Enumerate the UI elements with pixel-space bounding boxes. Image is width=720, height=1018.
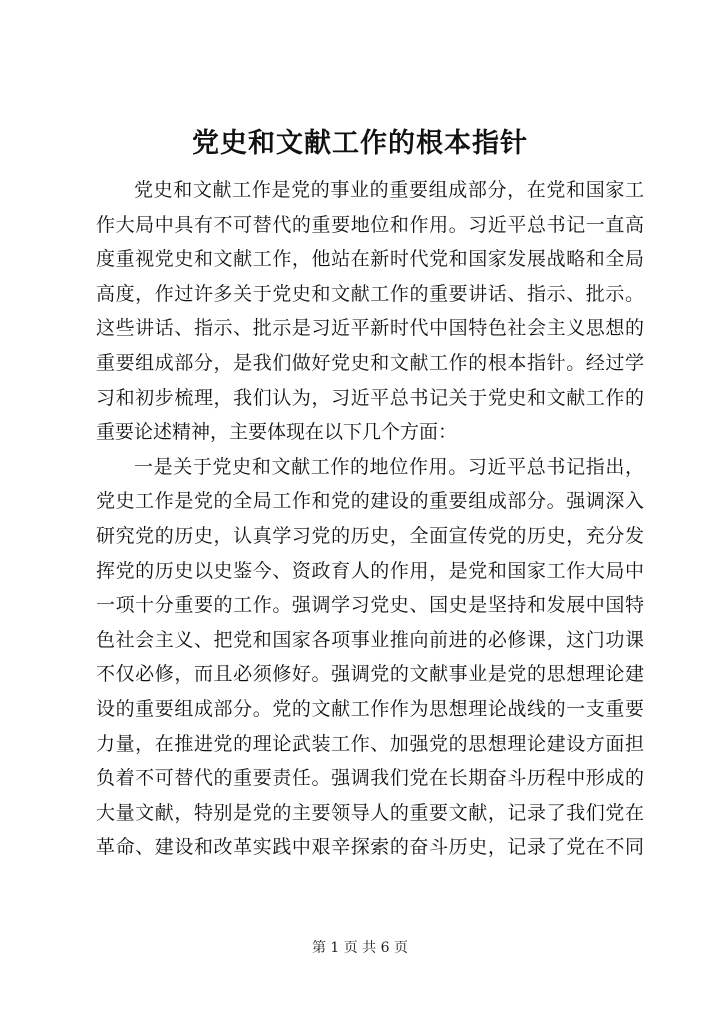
paragraph-line: 重要论述精神，主要体现在以下几个方面： xyxy=(96,421,458,444)
document-body xyxy=(96,173,644,865)
paragraph-line: 挥党的历史以史鉴今、资政育人的作用，是党和国家工作大局中 xyxy=(96,559,644,582)
paragraph-line: 习和初步梳理，我们认为，习近平总书记关于党史和文献工作的 xyxy=(96,386,644,409)
page-number-footer: 第 1 页 共 6 页 xyxy=(311,940,409,956)
paragraph-line: 党史和文献工作是党的事业的重要组成部分，在党和国家工 xyxy=(134,179,644,201)
paragraph-line: 色社会主义、把党和国家各项事业推向前进的必修课，这门功课 xyxy=(96,628,644,651)
paragraph-line: 高度，作过许多关于党史和文献工作的重要讲话、指示、批示。 xyxy=(96,282,644,305)
paragraph-line: 不仅必修，而且必须修好。强调党的文献事业是党的思想理论建 xyxy=(96,663,644,686)
paragraph-line: 度重视党史和文献工作，他站在新时代党和国家发展战略和全局 xyxy=(96,248,644,271)
document-title: 党史和文献工作的根本指针 xyxy=(192,128,528,159)
paragraph-line: 一项十分重要的工作。强调学习党史、国史是坚持和发展中国特 xyxy=(96,594,644,617)
paragraph-line: 这些讲话、指示、批示是习近平新时代中国特色社会主义思想的 xyxy=(96,317,644,340)
paragraph-line: 重要组成部分，是我们做好党史和文献工作的根本指针。经过学 xyxy=(96,351,644,374)
paragraph-line: 设的重要组成部分。党的文献工作作为思想理论战线的一支重要 xyxy=(96,697,644,720)
paragraph-line: 力量，在推进党的理论武装工作、加强党的思想理论建设方面担 xyxy=(96,732,644,755)
paragraph-line: 一是关于党史和文献工作的地位作用。习近平总书记指出， xyxy=(134,455,644,478)
paragraph-line: 革命、建设和改革实践中艰辛探索的奋斗历史，记录了党在不同 xyxy=(96,836,644,859)
paragraph-line: 党史工作是党的全局工作和党的建设的重要组成部分。强调深入 xyxy=(96,490,644,513)
paragraph-line: 研究党的历史，认真学习党的历史，全面宣传党的历史，充分发 xyxy=(96,524,644,547)
paragraph-line: 作大局中具有不可替代的重要地位和作用。习近平总书记一直高 xyxy=(96,213,644,236)
paragraph-line: 大量文献，特别是党的主要领导人的重要文献，记录了我们党在 xyxy=(96,801,644,824)
paragraph-line: 负着不可替代的重要责任。强调我们党在长期奋斗历程中形成的 xyxy=(96,767,644,790)
